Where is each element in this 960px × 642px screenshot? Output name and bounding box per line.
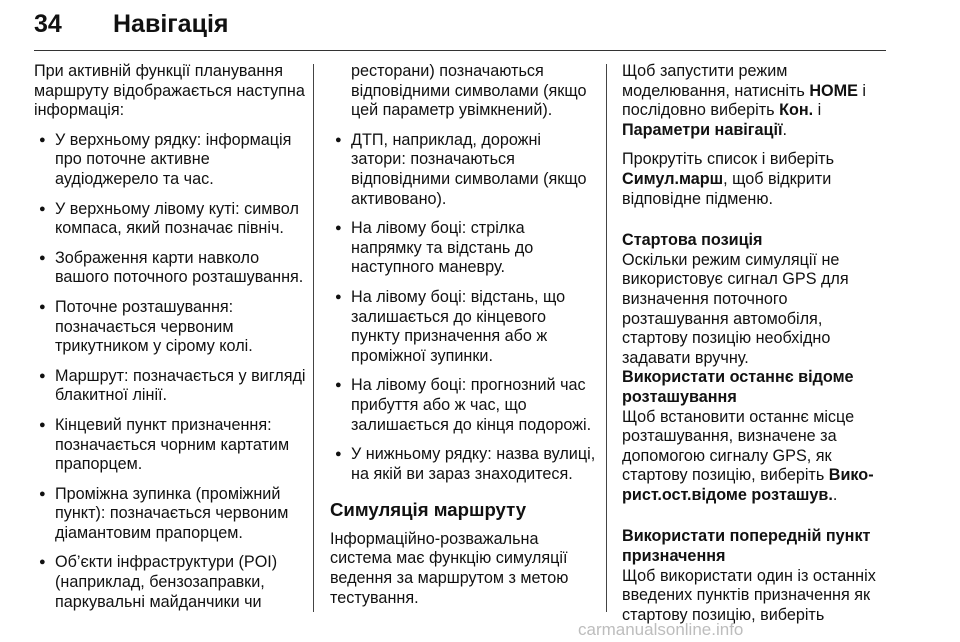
list-item: ● У верхньому рядку: інформація про поточне активне аудіоджерело та час.: [34, 131, 312, 190]
nav-settings-label: Параметри навігації: [622, 120, 783, 139]
column-3: [622, 62, 884, 625]
display-info-list-continued: [330, 62, 598, 484]
text-run: і: [813, 101, 822, 120]
last-known-location-heading: Використати останнє відоме розташування: [622, 368, 854, 406]
column-divider: [606, 64, 607, 612]
text-run: Щоб запустити режим моделювання, натисніть: [622, 62, 810, 100]
start-simulation-paragraph: [622, 62, 884, 140]
intro-paragraph: При активній функції планування маршруту відображається наступна інформація:: [34, 62, 305, 120]
list-item: ● Поточне розташування: позначається червоним трикутником у сірому колі.: [34, 298, 312, 357]
route-simulation-heading: Симуляція маршруту: [330, 499, 527, 521]
column-2: [330, 62, 598, 608]
section-title: Навігація: [113, 10, 229, 38]
text-run: Щоб встановити останнє місце розташування, визначене за допомогою сигналу GPS, як стартову позицію, виберіть: [622, 407, 855, 485]
text-run: .: [782, 120, 788, 139]
header-divider: [34, 50, 886, 51]
previous-destination-paragraph: Щоб використати один із останніх введених пунктів призначення як стартову позицію, виберіть: [622, 566, 876, 624]
text-run: .: [832, 485, 838, 504]
select-simulation-paragraph: [622, 150, 884, 209]
home-button-label: HOME: [809, 81, 858, 100]
page-number: 34: [34, 10, 62, 38]
list-item: ● Маршрут: позначається у вигляді блакитної лінії.: [34, 367, 312, 406]
route-sim-menu-label: Симул.марш: [622, 169, 724, 188]
last-known-location-label: Використ.ост.відоме розташув.: [622, 466, 874, 504]
list-item: ● На лівому боці: прогнозний час прибуття або ж час, що залишається до кінця подорожі.: [330, 376, 598, 435]
route-simulation-paragraph: Інформаційно-розважальна система має функцію симуляції ведення за маршрутом з метою тестування.: [330, 529, 569, 607]
list-item: ● У нижньому рядку: назва вулиці, на якій ви зараз знаходитеся.: [330, 445, 598, 484]
text-run: , щоб відкрити відповідне підменю.: [622, 169, 832, 208]
list-item: ● Зображення карти навколо вашого поточного розташування.: [34, 249, 312, 288]
start-position-paragraph: Оскільки режим симуляції не використовує сигнал GPS для визначення поточного розташування автомобіля, стартову позицію необхідно задавати вручну.: [622, 250, 849, 367]
list-item: ● Проміжна зупинка (проміжний пункт): позначається червоним діамантовим прапорцем.: [34, 485, 312, 544]
list-item: ● На лівому боці: відстань, що залишається до кінцевого пункту призначення або ж проміжної зупинки.: [330, 288, 598, 366]
list-item: ● ДТП, наприклад, дорожні затори: позначаються відповідними символами (якщо активовано).: [330, 131, 598, 209]
last-known-location-paragraph: [622, 408, 884, 506]
list-item: ● Кінцевий пункт призначення: позначається чорним картатим прапорцем.: [34, 416, 312, 475]
column-1: [34, 62, 312, 612]
start-position-heading: Стартова позиція: [622, 231, 763, 250]
display-info-list: [34, 131, 312, 612]
text-run: і послідовно виберіть: [622, 81, 867, 120]
column-divider: [313, 64, 314, 612]
previous-destination-heading: Використати попередній пункт призначення: [622, 527, 871, 566]
text-run: Прокрутіть список і виберіть: [622, 150, 835, 169]
list-item: ● Об’єкти інфраструктури (POI) (наприклад, бензозаправки, паркувальні майданчики чи: [34, 553, 312, 612]
page-header: [34, 6, 886, 50]
config-menu-label: Кон.: [779, 101, 814, 120]
list-item: ● У верхньому лівому куті: символ компаса, який позначає північ.: [34, 200, 312, 239]
watermark-text: carmanualsonline.info: [578, 620, 744, 639]
list-item-continuation: ресторани) позначаються відповідними символами (якщо цей параметр увімкнений).: [351, 62, 587, 120]
list-item: ● На лівому боці: стрілка напрямку та відстань до наступного маневру.: [330, 219, 598, 278]
